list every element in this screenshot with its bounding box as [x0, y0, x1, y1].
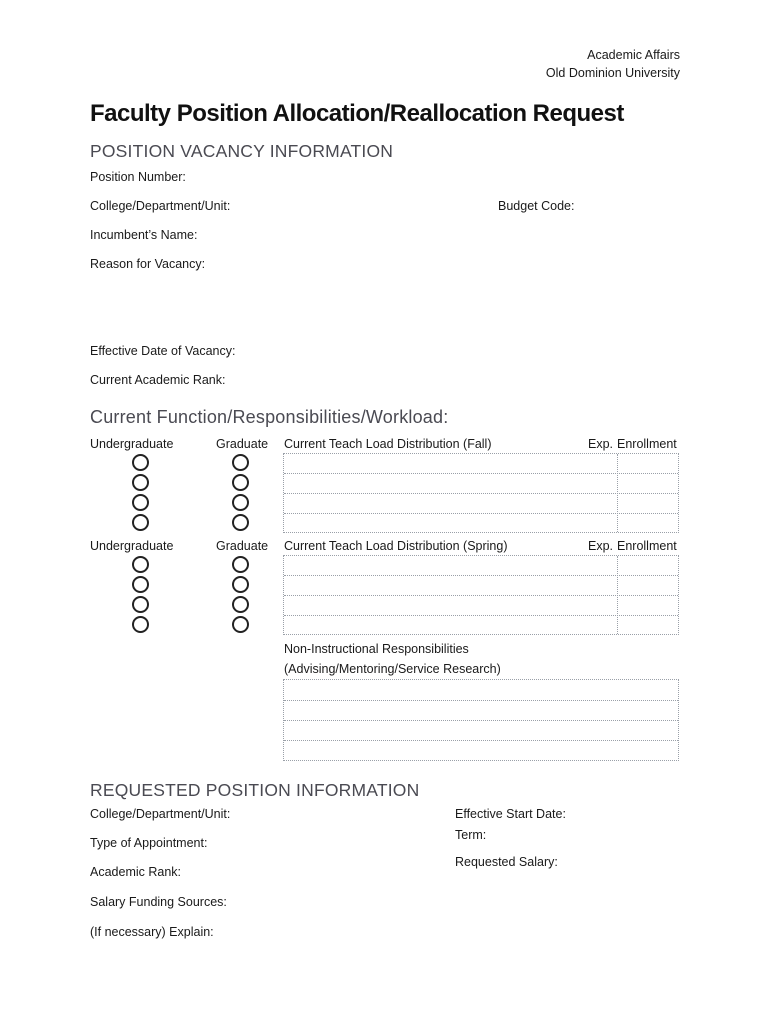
spring-exp-header: Exp.: [588, 539, 614, 553]
table-row[interactable]: [284, 493, 678, 494]
table-column-divider: [617, 454, 618, 532]
explain-label: (If necessary) Explain:: [90, 925, 214, 939]
header-line-2: Old Dominion University: [545, 66, 680, 80]
spring-grad-radio-1[interactable]: [232, 556, 249, 573]
header-line-1: Academic Affairs: [587, 48, 680, 62]
requested-salary-label: Requested Salary:: [455, 855, 558, 869]
requested-rank-label: Academic Rank:: [90, 865, 182, 879]
fall-undergrad-radio-1[interactable]: [132, 454, 149, 471]
funding-sources-label: Salary Funding Sources:: [90, 895, 227, 909]
fall-undergrad-radio-4[interactable]: [132, 514, 149, 531]
fall-grad-label: Graduate: [216, 437, 269, 451]
spring-undergrad-radio-4[interactable]: [132, 616, 149, 633]
table-row[interactable]: [284, 720, 678, 721]
table-row[interactable]: [284, 513, 678, 514]
spring-undergrad-radio-2[interactable]: [132, 576, 149, 593]
workload-heading: Current Function/Responsibilities/Workload:: [90, 407, 449, 427]
fall-undergrad-radio-2[interactable]: [132, 474, 149, 491]
term-label: Term:: [455, 828, 487, 842]
spring-undergrad-label: Undergraduate: [90, 539, 174, 553]
page-title: Faculty Position Allocation/Reallocation Request: [90, 100, 624, 127]
table-row[interactable]: [284, 615, 678, 616]
current-rank-label: Current Academic Rank:: [90, 373, 226, 387]
spring-grad-radio-2[interactable]: [232, 576, 249, 593]
fall-undergrad-radio-3[interactable]: [132, 494, 149, 511]
spring-grad-radio-3[interactable]: [232, 596, 249, 613]
appointment-type-label: Type of Appointment:: [90, 836, 208, 850]
fall-undergrad-label: Undergraduate: [90, 437, 174, 451]
requested-college-label: College/Department/Unit:: [90, 807, 231, 821]
fall-grad-radio-1[interactable]: [232, 454, 249, 471]
noninstructional-subtitle: (Advising/Mentoring/Service Research): [284, 662, 501, 676]
spring-table-title: Current Teach Load Distribution (Spring): [284, 539, 508, 553]
vacancy-heading: POSITION VACANCY INFORMATION: [90, 141, 394, 161]
fall-exp-header: Exp.: [588, 437, 614, 451]
noninstructional-title: Non-Instructional Responsibilities: [284, 642, 469, 656]
fall-grad-radio-2[interactable]: [232, 474, 249, 491]
table-row[interactable]: [284, 700, 678, 701]
spring-grad-label: Graduate: [216, 539, 269, 553]
start-date-label: Effective Start Date:: [455, 807, 566, 821]
fall-load-table: [283, 453, 679, 533]
spring-grad-radio-4[interactable]: [232, 616, 249, 633]
budget-code-label: Budget Code:: [498, 199, 575, 213]
table-row[interactable]: [284, 595, 678, 596]
fall-grad-radio-3[interactable]: [232, 494, 249, 511]
table-row[interactable]: [284, 473, 678, 474]
table-row[interactable]: [284, 740, 678, 741]
fall-table-title: Current Teach Load Distribution (Fall): [284, 437, 492, 451]
fall-enrollment-header: Enrollment: [617, 437, 677, 451]
spring-enrollment-header: Enrollment: [617, 539, 677, 553]
table-column-divider: [617, 556, 618, 634]
incumbent-label: Incumbent’s Name:: [90, 228, 198, 242]
table-row[interactable]: [284, 575, 678, 576]
fall-grad-radio-4[interactable]: [232, 514, 249, 531]
spring-undergrad-radio-3[interactable]: [132, 596, 149, 613]
spring-undergrad-radio-1[interactable]: [132, 556, 149, 573]
reason-label: Reason for Vacancy:: [90, 257, 206, 271]
noninstructional-table: [283, 679, 679, 761]
college-label: College/Department/Unit:: [90, 199, 231, 213]
requested-heading: REQUESTED POSITION INFORMATION: [90, 780, 420, 800]
position-number-label: Position Number:: [90, 170, 186, 184]
effective-date-label: Effective Date of Vacancy:: [90, 344, 236, 358]
spring-load-table: [283, 555, 679, 635]
